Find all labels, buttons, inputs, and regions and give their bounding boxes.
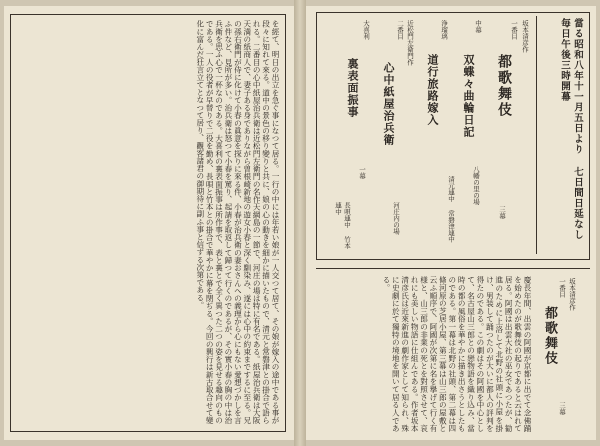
act4-number: 二番目 (396, 20, 404, 40)
act1-author: 坂本清彦作 (521, 20, 529, 53)
article-title: 都歌舞伎 (542, 306, 557, 366)
act3-note: 清元連中 常磐津連中 (447, 176, 455, 243)
act5-count: 一幕 (358, 166, 366, 179)
left-page (4, 6, 294, 440)
act1-number: 一番目 (510, 20, 518, 40)
act2-number: 中幕 (474, 20, 482, 33)
act4-scene: 河庄内の場 (392, 202, 400, 235)
article-author: 坂本清彦作 (568, 278, 576, 311)
act1-count: 三幕 (498, 206, 506, 219)
act5-title: 裏表面振事 (346, 58, 359, 118)
left-article-text: を經て、明日の出立を急ぐ事になつて居る。一行の中には年若い娘が一人交つて居て、その娘が嫁入の途中である事が段々に知れて來る。道中の景色の移り變りと共に、娘の心の動きを細かに描いたもので、清元と常磐津との掛合で語られる。二番目の心中紙屋治兵衛は近松門左衛門の名作天網島の一節で、河庄の場は特に有名である。紙屋治兵衛は大阪天満の紙商人で、妻子ある身でありながら曽根崎新地の遊女小春と深く馴染み、遂には心中の約束までするに至る。兄の孫右衛門が侍に化けて小春の眞意を探りに來る件、小春が治兵衛の妻おさんへの義理から心にもない愛想づかしを言ふ件など、見所が多い。治兵衛は怒つて小春を罵り、起請を取返して歸つて行くのであるが、その實小春の胸の中は治兵衛を思ふ心で一杯なのである。大喜利の裏表面振事は所作事で、表と裏とで全く異つた二つの姿を見せる趣向のものである。一人の役者が早替りで二役を勤め、長唄と竹本との掛合で華やかに幕を閉ぢる。今回の興行は新古取合せて變化に富んだ狂言立てとなつて居り、觀客諸君の御期待に副ふ事と信ずる次第である。 (195, 20, 280, 424)
right-page (306, 6, 596, 440)
notice-divider (536, 16, 537, 254)
act3-title: 道行旅路嫁入 (426, 54, 439, 126)
act2-title: 双蝶々曲輪日記 (462, 54, 475, 138)
performance-notice: 當る昭和八年十一月五日より 七日間日延なし 毎日午後三時開幕 (559, 18, 583, 240)
act2-scene: 八幡の里の場 (472, 166, 480, 205)
act4-title: 心中紙屋治兵衛 (382, 62, 395, 146)
article-number: 一番目 (558, 278, 566, 298)
act5-note: 長唄連中 竹本連中 (334, 202, 351, 249)
book-gutter (294, 0, 306, 446)
act5-number: 大喜利 (362, 20, 370, 40)
right-article-text: 慶長年間、出雲の阿國が京都に出でて念佛踊を始めたのが歌舞伎の起りであると云はれて居る。阿國は出雲大社の巫女であつたが、勧進のために上洛して北野の社頭に小屋を掛け、男装して踊つたのが大いに都人の評判を得たのである。この劇はその阿國を中心として、名古屋山三郎との戀物語を織り込み、當時の都の風俗を華やかに描き出さうとしたものである。第一幕は北野の社頭、第二幕は四條河原の芝居小屋、第三幕は山三郎の屋敷と云ふ順序で、阿國が次第に名を擧げて行く有様と、山三郎の非業の死とを對照させて、哀れにも美しい物語に仕組んである。作者坂本清彦氏は近來新進の劇作家として知られ、殊に史劇に於て獨特の境地を開いて居る人である。 (381, 276, 532, 432)
article-top-rule (316, 268, 590, 269)
act4-author: 近松門左衛門作 (406, 20, 414, 66)
act1-title: 都歌舞伎 (496, 54, 512, 118)
act3-number: 浄瑠璃 (440, 20, 448, 40)
article-count: 三幕 (558, 402, 566, 415)
